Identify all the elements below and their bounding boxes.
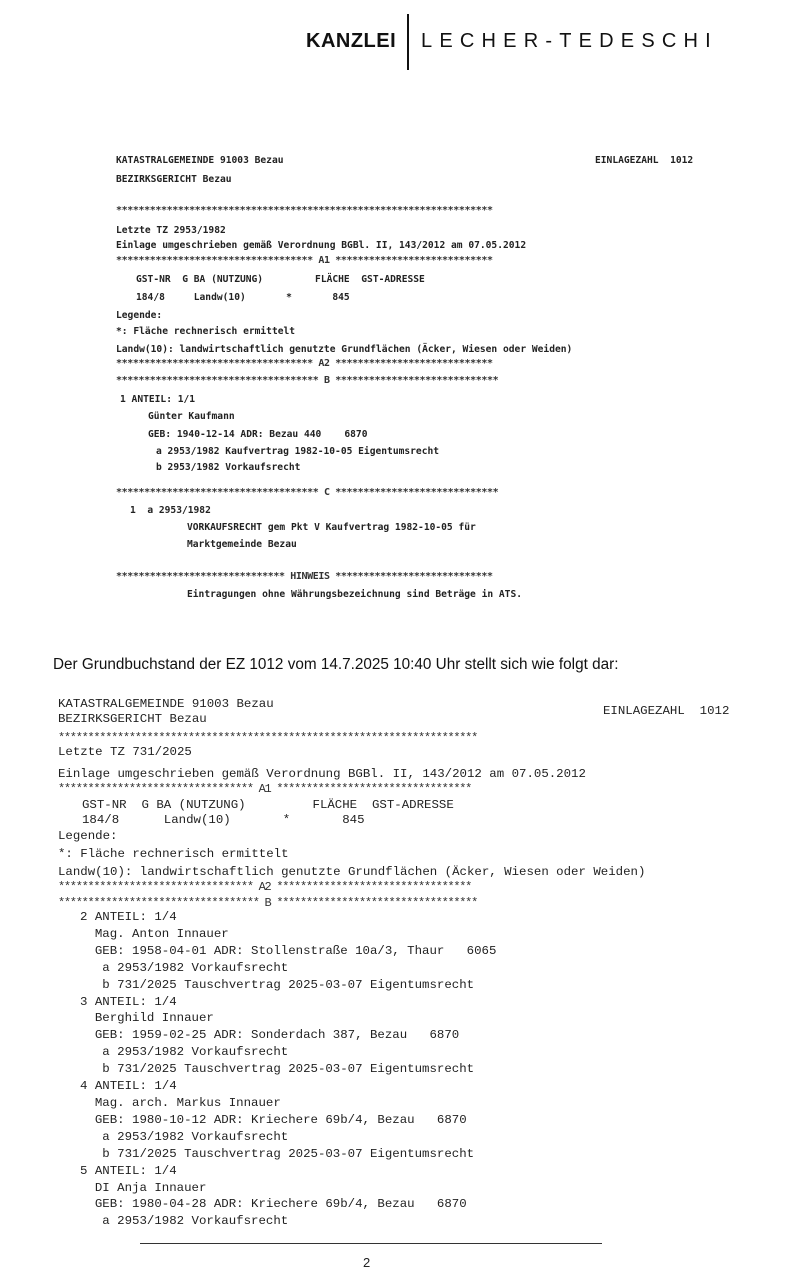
owner-line: GEB: 1959-02-25 ADR: Sonderdach 387, Bezau 6870	[80, 1028, 460, 1043]
old-legende: Legende:	[116, 310, 163, 321]
owner-line: DI Anja Innauer	[80, 1180, 207, 1195]
owner-line: b 731/2025 Tauschvertrag 2025-03-07 Eigentumsrecht	[80, 1062, 475, 1077]
owner-line: 5 ANTEIL: 1/4	[80, 1163, 177, 1178]
old-separator-top: *******************************************************************	[116, 205, 493, 216]
owners-list	[80, 909, 496, 1230]
old-a1-row: 184/8 Landw(10) * 845	[136, 292, 350, 303]
old-bg: BEZIRKSGERICHT Bezau	[116, 174, 232, 185]
owner-line: GEB: 1980-04-28 ADR: Kriechere 69b/4, Bezau 6870	[80, 1197, 467, 1212]
old-separator-a1: *********************************** A1 ****************************	[116, 255, 493, 266]
new-legend-1: *: Fläche rechnerisch ermittelt	[58, 847, 289, 861]
new-legend-2: Landw(10): landwirtschaftlich genutzte Grundflächen (Äcker, Wiesen oder Weiden)	[58, 865, 646, 879]
old-b-owner: Günter Kaufmann	[148, 411, 235, 422]
new-ez: EINLAGEZAHL 1012	[603, 704, 730, 718]
old-legend-1: *: Fläche rechnerisch ermittelt	[116, 326, 296, 337]
letterhead-firm-name: LECHER-TEDESCHI	[421, 30, 718, 52]
old-c-beneficiary: Marktgemeinde Bezau	[187, 539, 297, 550]
intro-statement: Der Grundbuchstand der EZ 1012 vom 14.7.2025 10:40 Uhr stellt sich wie folgt dar:	[53, 656, 619, 673]
new-separator-a1: ********************************* A1 *********************************	[58, 782, 472, 796]
old-c-text: VORKAUFSRECHT gem Pkt V Kaufvertrag 1982-10-05 für	[187, 522, 476, 533]
old-kg: KATASTRALGEMEINDE 91003 Bezau	[116, 155, 284, 166]
old-b-entry-a: a 2953/1982 Kaufvertrag 1982-10-05 Eigentumsrecht	[156, 446, 440, 457]
owner-line: Mag. arch. Markus Innauer	[80, 1095, 281, 1110]
new-a1-header: GST-NR G BA (NUTZUNG) FLÄCHE GST-ADRESSE	[82, 798, 454, 812]
owner-line: 2 ANTEIL: 1/4	[80, 910, 177, 924]
owner-line: Mag. Anton Innauer	[80, 926, 229, 941]
owner-line: a 2953/1982 Vorkaufsrecht	[80, 1129, 289, 1144]
old-umgeschrieben: Einlage umgeschrieben gemäß Verordnung BGBl. II, 143/2012 am 07.05.2012	[116, 240, 527, 251]
letterhead-divider	[407, 14, 409, 70]
old-a1-header: GST-NR G BA (NUTZUNG) FLÄCHE GST-ADRESSE	[136, 274, 425, 285]
new-separator-b: ********************************** B **********************************	[58, 896, 477, 910]
old-ez: EINLAGEZAHL 1012	[595, 155, 694, 166]
owner-line: 4 ANTEIL: 1/4	[80, 1079, 177, 1094]
old-b-geb: GEB: 1940-12-14 ADR: Bezau 440 6870	[148, 429, 368, 440]
owner-line: GEB: 1958-04-01 ADR: Stollenstraße 10a/3, Thaur 6065	[80, 943, 497, 958]
new-separator-top: ***********************************************************************	[58, 731, 477, 745]
old-separator-a2: *********************************** A2 ****************************	[116, 358, 493, 369]
old-letzte-tz: Letzte TZ 2953/1982	[116, 225, 226, 236]
owner-line: b 731/2025 Tauschvertrag 2025-03-07 Eigentumsrecht	[80, 1146, 475, 1161]
old-separator-c: ************************************ C *****************************	[116, 487, 499, 498]
letterhead-kanzlei: KANZLEI	[306, 30, 397, 52]
owner-line: GEB: 1980-10-12 ADR: Kriechere 69b/4, Bezau 6870	[80, 1112, 467, 1127]
old-separator-b: ************************************ B *****************************	[116, 375, 499, 386]
page-number: 2	[363, 1255, 371, 1270]
new-kg: KATASTRALGEMEINDE 91003 Bezau	[58, 697, 274, 711]
owner-line: a 2953/1982 Vorkaufsrecht	[80, 1045, 289, 1060]
new-bg: BEZIRKSGERICHT Bezau	[58, 712, 207, 726]
owner-line: Berghild Innauer	[80, 1011, 214, 1026]
new-letzte-tz: Letzte TZ 731/2025	[58, 745, 192, 759]
old-c-entry: 1 a 2953/1982	[130, 505, 211, 516]
new-umgeschrieben: Einlage umgeschrieben gemäß Verordnung BGBl. II, 143/2012 am 07.05.2012	[58, 767, 586, 781]
new-separator-a2: ********************************* A2 *********************************	[58, 880, 472, 894]
old-b-entry-b: b 2953/1982 Vorkaufsrecht	[156, 462, 301, 473]
new-legende: Legende:	[58, 829, 118, 843]
owner-line: 3 ANTEIL: 1/4	[80, 994, 177, 1009]
old-legend-2: Landw(10): landwirtschaftlich genutzte Grundflächen (Äcker, Wiesen oder Weiden)	[116, 344, 573, 355]
owner-line: b 731/2025 Tauschvertrag 2025-03-07 Eigentumsrecht	[80, 977, 475, 992]
owner-line: a 2953/1982 Vorkaufsrecht	[80, 1214, 289, 1229]
owner-line: a 2953/1982 Vorkaufsrecht	[80, 960, 289, 975]
old-b-anteil: 1 ANTEIL: 1/1	[120, 394, 196, 405]
footer-divider	[140, 1243, 602, 1244]
old-separator-hinweis: ****************************** HINWEIS ****************************	[116, 571, 493, 582]
old-hinweis-text: Eintragungen ohne Währungsbezeichnung sind Beträge in ATS.	[187, 589, 523, 600]
new-a1-row: 184/8 Landw(10) * 845	[82, 813, 365, 827]
